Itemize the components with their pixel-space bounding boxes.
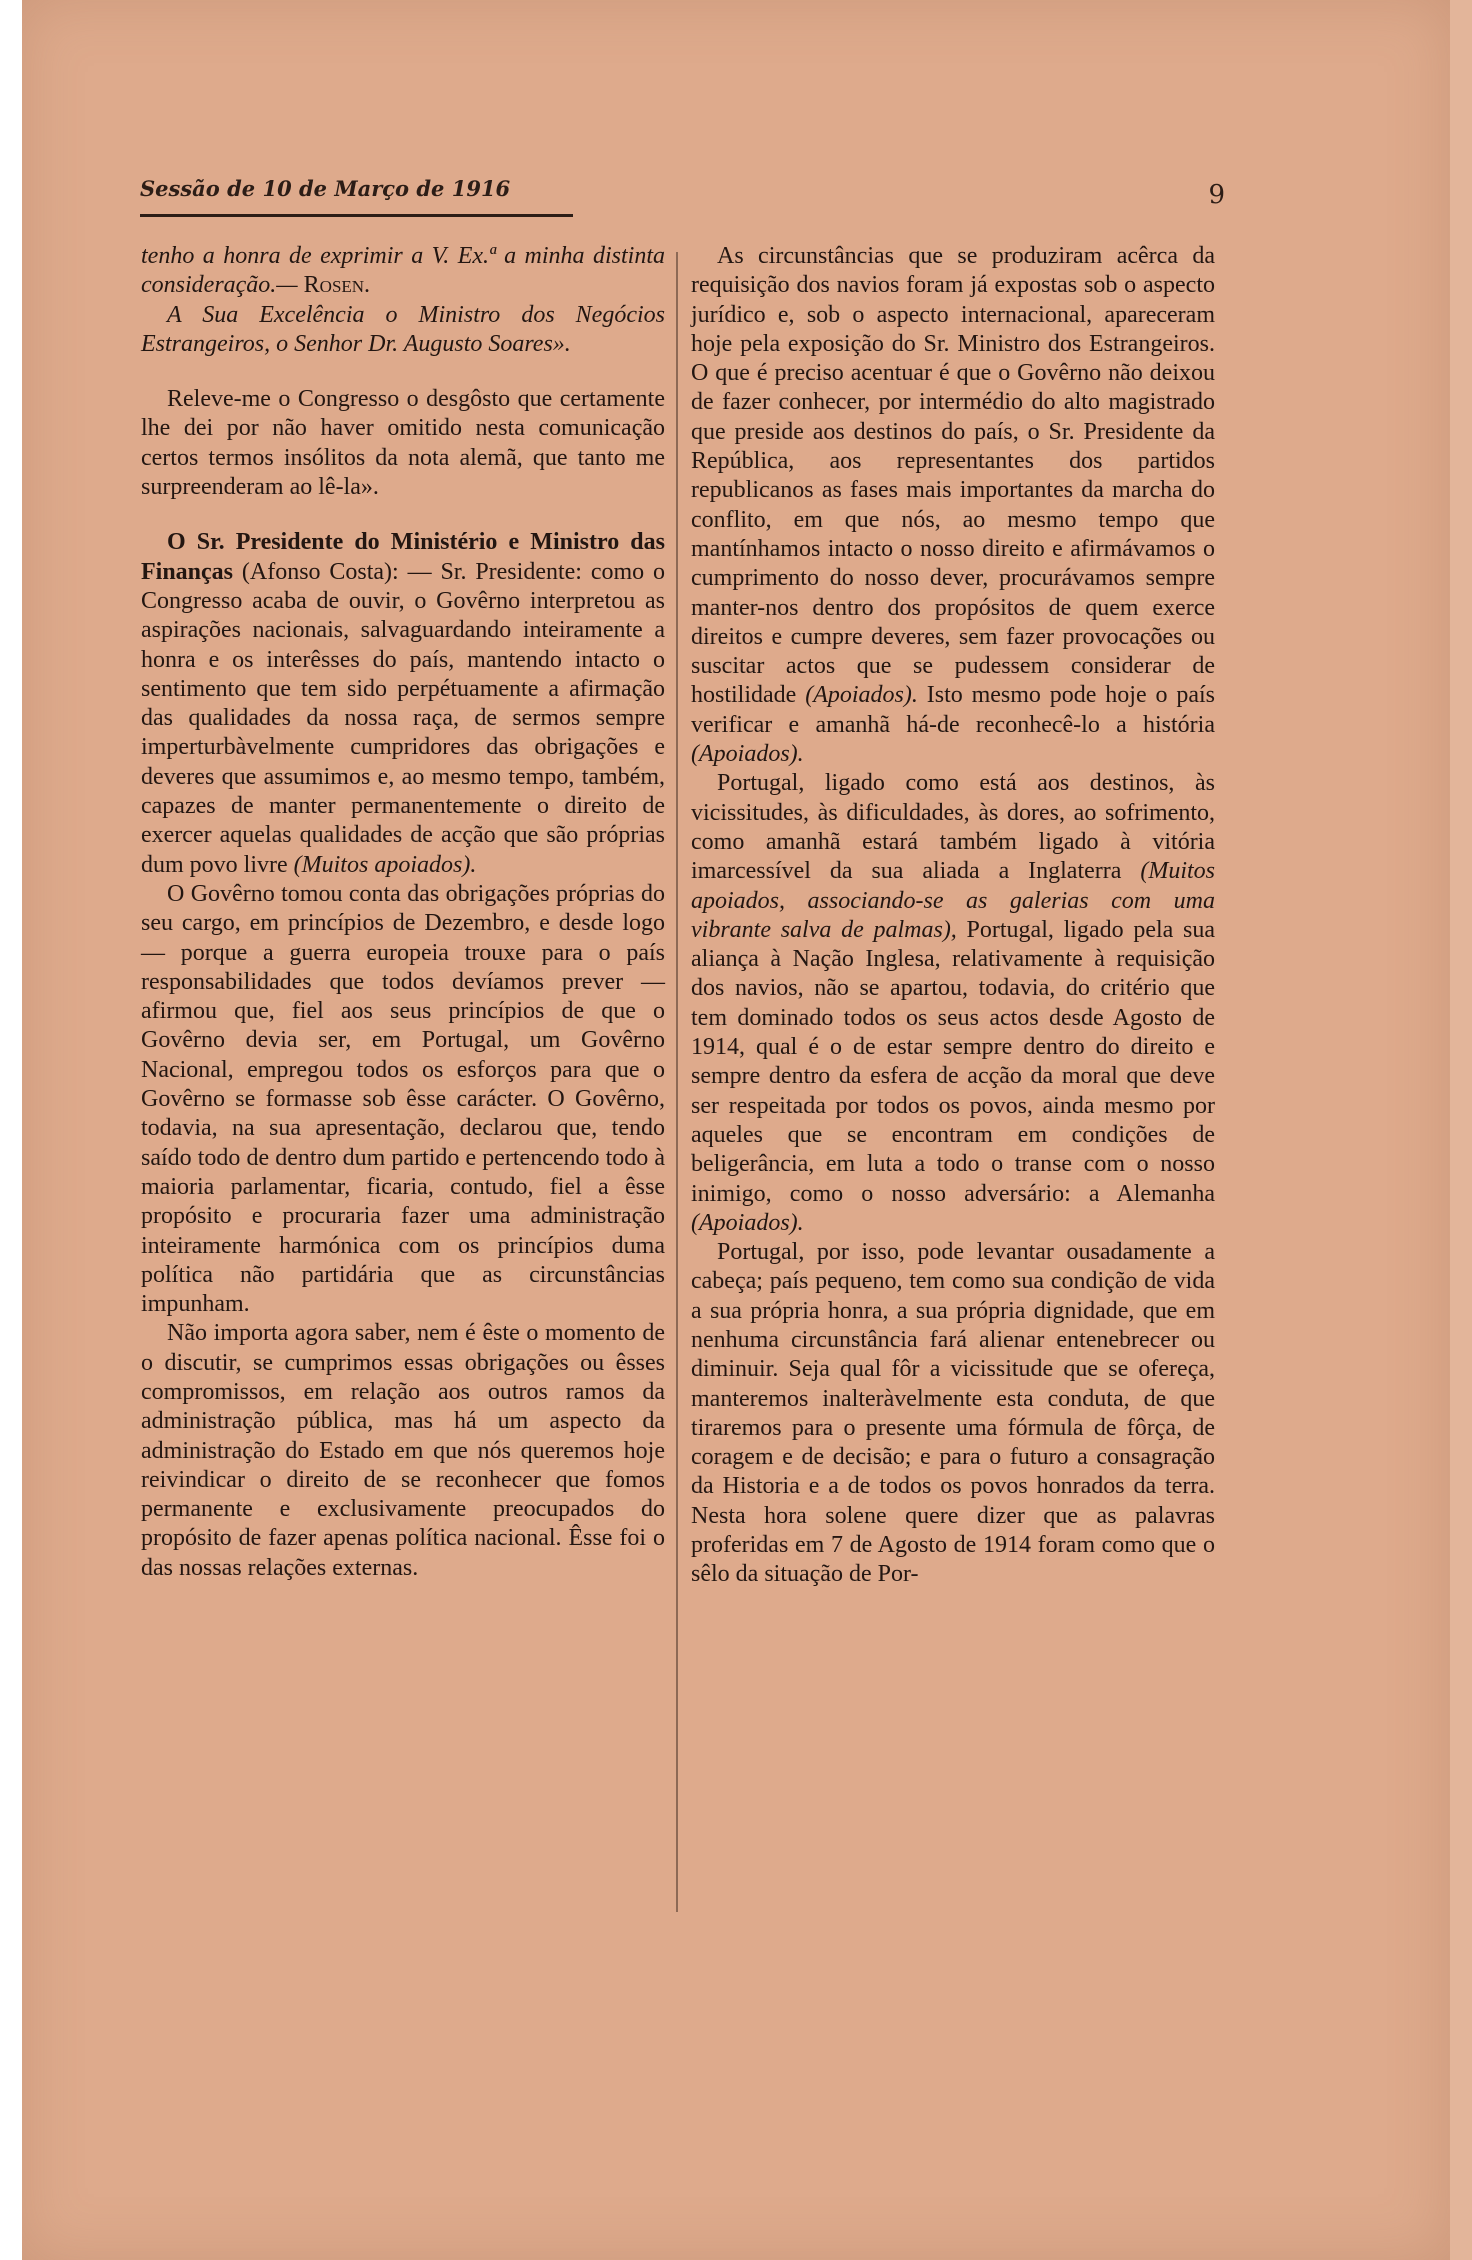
letter-closing-text: tenho a honra de exprimir a V. Ex.ª a minha distinta consideração.— [141,243,665,299]
column-divider [676,252,678,1912]
letter-addressee: A Sua Excelência o Ministro dos Negócios Estrangeiros, o Senhor Dr. Augusto Soares». [141,301,665,357]
paragraph: Não importa agora saber, nem é êste o momento de o discutir, se cumprimos essas obrigações ou êsses compromissos, em relação aos outros ramos da administração pública, mas há um aspecto da administração do Estado em que nós queremos hoje reivindicar o direito de se reconhecer que fomos permanente e exclusivamente preocupados do propósito de fazer apenas política nacional. Êsse foi o das nossas relações externas. [141,1320,665,1581]
letter-closing [141,242,665,301]
paragraph-text: Portugal, ligado pela sua aliança à Nação Inglesa, relativamente à requisição dos navios, não se apartou, todavia, do critério que tem dominado todos os seus actos desde Agosto de 1914, qual é o de estar sempre dentro do direito e sempre dentro da esfera de acção da moral que deve ser respeitada por todos os povos, ainda mesmo por aqueles que se encontram em condições de beligerância, em luta a todo o transe com o nosso inimigo, como o nosso adversário: a Alemanha [691,916,1216,1207]
speaker: O Sr. Presidente do Ministério e Ministro das Finanças [141,529,665,585]
page-header [140,172,1225,222]
speech-text: — Sr. Presidente: como o Congresso acaba de ouvir, o Govêrno interpretou as aspirações nacionais, salvaguardando inteiramente a honra e os interêsses do país, mantendo intacto o sentimento que tem sido perpétuamente a afirmação das qualidades da nossa raça, de sermos sempre imperturbàvelmente cumpridores das obrigações e deveres que assumimos e, ao mesmo tempo, também, capazes de manter permanentemente o direito de exercer aquelas qualidades de acção que são próprias dum povo livre [141,558,665,878]
running-head: Sessão de 10 de Março de 1916 [140,176,511,201]
right-column [691,242,1215,1590]
aside: (Muitos apoiados). [293,851,477,878]
aside: (Muitos apoiados, associando-se as galerias com uma vibrante salva de palmas), [691,858,1216,943]
paragraph-text: Isto mesmo pode hoje o país verificar e amanhã há-de reconhecê-lo a história [691,682,1216,738]
paragraph-text: As circunstâncias que se produziram acêrca da requisição dos navios foram já expostas sob o aspecto jurídico e, sob o aspecto internacional, apareceram hoje pela exposição do Sr. Ministro dos Estrangeiros. O que é preciso acentuar é que o Govêrno não deixou de fazer conhecer, por intermédio do alto magistrado que preside aos destinos do país, o Sr. Presidente da República, aos representantes dos partidos republicanos as fases mais importantes da marcha do conflito, em que nós, ao mesmo tempo que mantínhamos intacto o nosso direito e afirmávamos o cumprimento do nosso dever, procurávamos sempre manter-nos dentro dos propósitos de quem exerce direitos e cumpre deveres, sem fazer provocações ou suscitar actos que se pudessem considerar de hostilidade [691,243,1215,709]
paragraph: Portugal, por isso, pode levantar ousadamente a cabeça; país pequeno, tem como sua condição de vida a sua própria honra, a sua própria dignidade, que em nenhuma circunstância fará alienar entenebrecer ou diminuir. Seja qual fôr a vicissitude que se ofereça, manteremos inalteràvelmente esta conduta, de que tiraremos para o presente uma fórmula de fôrça, de coragem e de decisão; e para o futuro a consagração da Historia e a de todos os povos honrados da terra. Nesta hora solene quere dizer que as palavras proferidas em 7 de Agosto de 1914 foram como que o sêlo da situação de Por- [691,1239,1215,1588]
speech-paragraph [141,528,665,880]
speaker-name: (Afonso Costa): [241,558,399,585]
header-rule [140,214,573,217]
aside: (Apoiados). [691,1209,804,1236]
paragraph [691,242,1215,769]
aside: (Apoiados). [691,741,804,768]
page-edge [1450,0,1472,2260]
paragraph: O Govêrno tomou conta das obrigações próprias do seu cargo, em princípios de Dezembro, e desde logo — porque a guerra europeia trouxe para o país responsabilidades que todos devíamos prever — afirmou que, fiel aos seus princípios de que o Govêrno devia ser, em Portugal, um Govêrno Nacional, empregou todos os esforços para que o Govêrno se formasse sob êsse carácter. O Govêrno, todavia, na sua apresentação, declarou que, tendo saído todo de dentro dum partido e pertencendo todo à maioria parlamentar, ficaria, contudo, fiel a êsse propósito e procuraria fazer uma administração inteiramente harmónica com os princípios duma política não partidária que as circunstâncias impunham. [141,880,665,1318]
paragraph-text: Portugal, ligado como está aos destinos, às vicissitudes, às dificuldades, às dores, ao sofrimento, como amanhã estará também ligado à vitória imarcessível da sua aliada a Inglaterra [691,770,1215,885]
page-number: 9 [1208,180,1225,210]
signature: Rosen. [303,272,371,299]
paragraph [691,769,1215,1238]
paragraph: Releve-me o Congresso o desgôsto que certamente lhe dei por não haver omitido nesta comunicação certos termos insólitos da nota alemã, que tanto me surpreenderam ao lê-la». [141,386,665,501]
left-column [141,242,665,1583]
aside: (Apoiados). [805,682,918,709]
